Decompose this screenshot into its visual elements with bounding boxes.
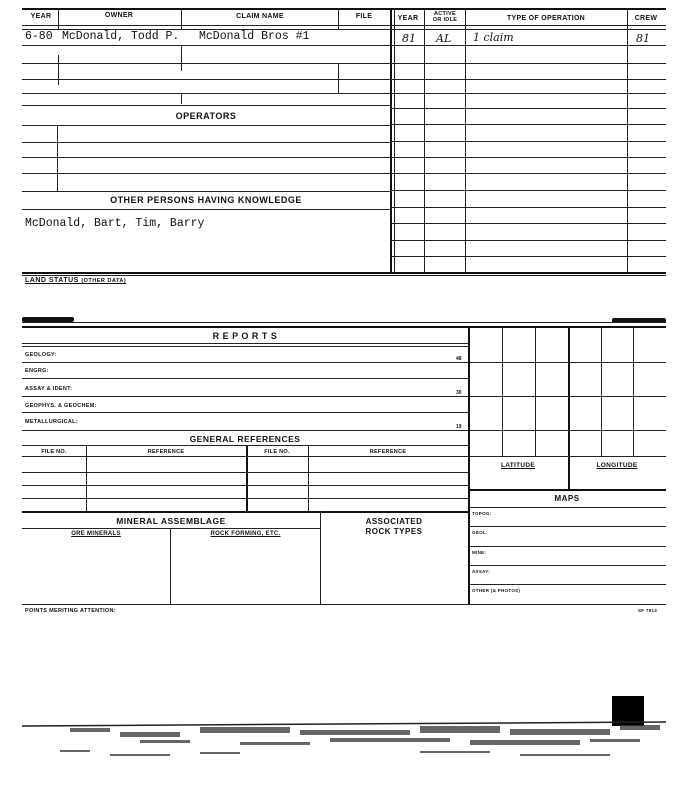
col-header-year: YEAR bbox=[30, 13, 52, 20]
entry-year: 6-80 bbox=[25, 30, 53, 43]
map-row-assay: ASSAY: bbox=[472, 569, 491, 574]
entry-crew: 81 bbox=[636, 32, 650, 45]
latitude-label: LATITUDE bbox=[500, 462, 536, 469]
col-header-op-year: YEAR bbox=[397, 15, 419, 22]
land-status bbox=[25, 277, 126, 284]
form-number: SF 7913 bbox=[638, 608, 658, 613]
col-header-file-no-2: FILE NO. bbox=[264, 449, 290, 455]
rock-types-label: ROCK TYPES bbox=[365, 527, 423, 536]
scan-noise-band bbox=[0, 718, 678, 778]
entry-op-year: 81 bbox=[402, 32, 416, 45]
longitude-label: LONGITUDE bbox=[596, 462, 638, 469]
other-persons-value: McDonald, Bart, Tim, Barry bbox=[25, 217, 205, 230]
report-num-geology: 48 bbox=[456, 356, 462, 362]
report-num-assay: 30 bbox=[456, 390, 462, 396]
map-row-other: OTHER (& PHOTOS) bbox=[472, 588, 521, 593]
entry-claim-name: McDonald Bros #1 bbox=[199, 30, 310, 43]
report-row-metallurgical: METALLURGICAL: bbox=[25, 419, 78, 425]
entry-status: AL bbox=[436, 32, 452, 45]
col-header-file-no: FILE NO. bbox=[41, 449, 67, 455]
land-status-label: LAND STATUS bbox=[25, 277, 79, 284]
report-row-assay: ASSAY & IDENT: bbox=[25, 386, 73, 392]
col-header-ore-minerals: ORE MINERALS bbox=[71, 531, 121, 537]
associated-rock-types-heading bbox=[320, 517, 468, 537]
report-num-metallurgical: 19 bbox=[456, 424, 462, 430]
land-status-note: (OTHER DATA) bbox=[81, 278, 127, 284]
active-label: ACTIVE bbox=[434, 11, 456, 17]
reports-heading: R E P O R T S bbox=[212, 331, 278, 341]
map-row-geol: GEOL: bbox=[472, 530, 488, 535]
col-header-type-of-operation: TYPE OF OPERATION bbox=[506, 15, 586, 22]
col-header-reference-2: REFERENCE bbox=[369, 449, 407, 455]
entry-owner: McDonald, Todd P. bbox=[62, 30, 180, 43]
map-row-mine: MINE: bbox=[472, 550, 487, 555]
col-header-owner: OWNER bbox=[104, 12, 134, 19]
general-references-heading: GENERAL REFERENCES bbox=[189, 434, 301, 444]
col-header-rock-forming: ROCK FORMING, ETC. bbox=[210, 531, 281, 537]
report-row-geology: GEOLOGY: bbox=[25, 352, 57, 358]
col-header-active bbox=[424, 11, 466, 23]
operators-heading: OPERATORS bbox=[175, 111, 237, 121]
entry-operation: 1 claim bbox=[473, 31, 514, 44]
report-row-geophys: GEOPHYS. & GEOCHEM: bbox=[25, 403, 97, 409]
or-idle-label: OR IDLE bbox=[432, 17, 458, 23]
map-row-topog: TOPOG: bbox=[472, 511, 492, 516]
points-meriting-attention: POINTS MERITING ATTENTION: bbox=[25, 608, 116, 614]
col-header-reference: REFERENCE bbox=[147, 449, 185, 455]
mineral-assemblage-heading: MINERAL ASSEMBLAGE bbox=[116, 516, 226, 526]
report-row-engrg: ENGRG: bbox=[25, 368, 49, 374]
associated-label: ASSOCIATED bbox=[365, 517, 423, 526]
other-persons-heading: OTHER PERSONS HAVING KNOWLEDGE bbox=[110, 195, 302, 205]
col-header-claim-name: CLAIM NAME bbox=[236, 13, 284, 20]
maps-heading: MAPS bbox=[554, 494, 580, 503]
col-header-crew: CREW bbox=[634, 15, 658, 22]
col-header-file: FILE bbox=[355, 13, 373, 20]
